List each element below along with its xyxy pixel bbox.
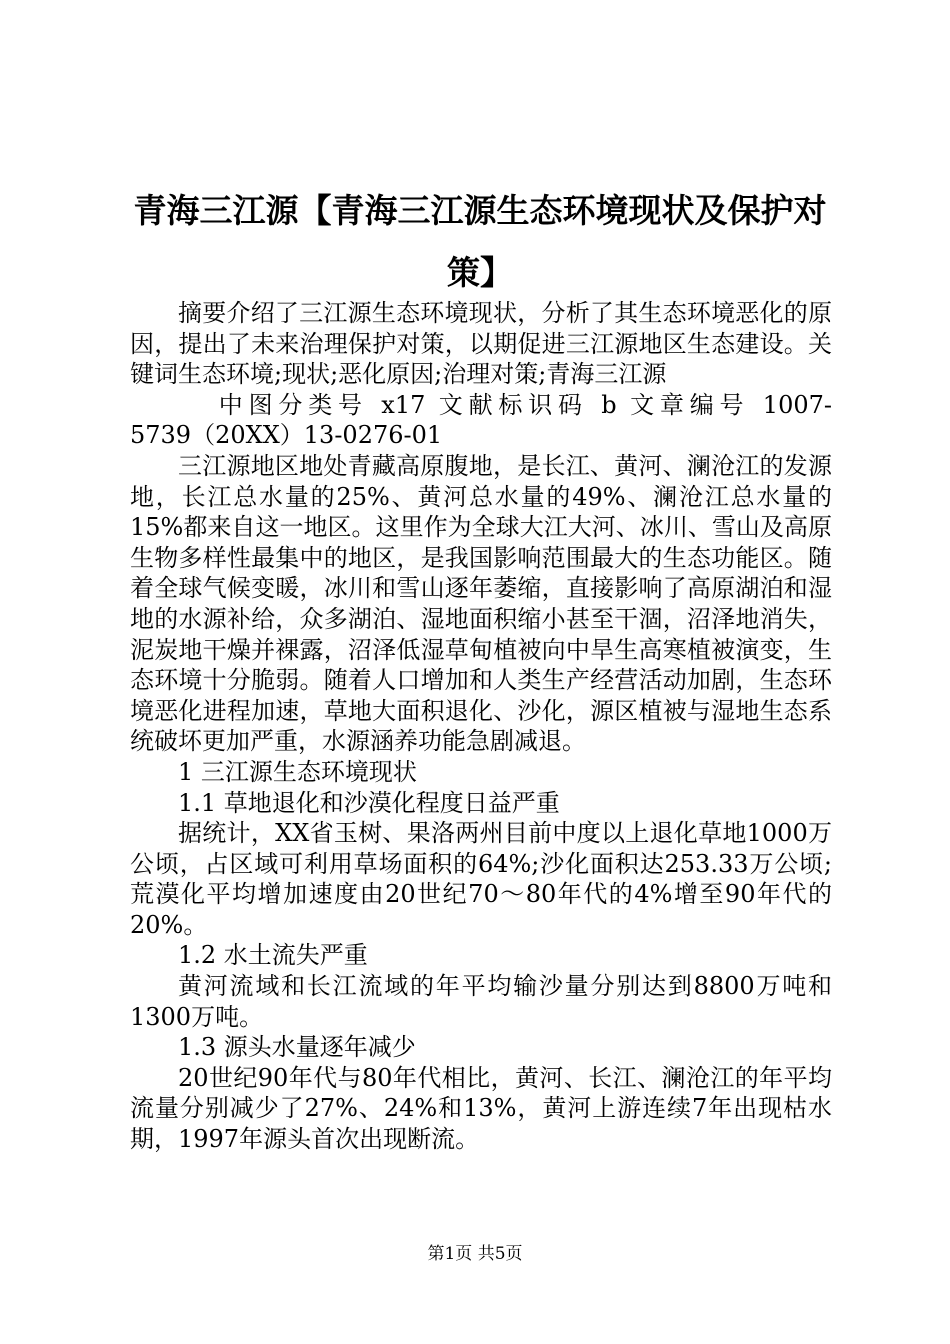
document-title: 青海三江源【青海三江源生态环境现状及保护对策】 [133,191,827,292]
section-heading-1-3: 1.3 源头水量逐年减少 [178,1033,416,1062]
section-1-2-paragraph: 黄河流域和长江流域的年平均输沙量分别达到8800万吨和1300万吨。 [130,972,832,1031]
document-body [130,298,832,1155]
classification-continuation: 5739（20XX）13-0276-01 [130,421,443,450]
section-heading-1: 1 三江源生态环境现状 [178,757,417,786]
section-1-1-paragraph: 据统计，XX省玉树、果洛两州目前中度以上退化草地1000万公顷，占区域可利用草场面积的64%;沙化面积达253.33万公顷;荒漠化平均增加速度由20世纪70～80年代的4%增至90年代的20%。 [130,819,832,939]
page-indicator: 第1页 共5页 [427,1244,523,1264]
section-1-3-paragraph: 20世纪90年代与80年代相比，黄河、长江、澜沧江的年平均流量分别减少了27%、24%和13%，黄河上游连续7年出现枯水期，1997年源头首次出现断流。 [130,1063,832,1154]
intro-paragraph: 三江源地区地处青藏高原腹地，是长江、黄河、澜沧江的发源地，长江总水量的25%、黄河总水量的49%、澜沧江总水量的15%都来自这一地区。这里作为全球大江大河、冰川、雪山及高原生物多样性最集中的地区，是我国影响范围最大的生态功能区。随着全球气候变暖，冰川和雪山逐年萎缩，直接影响了高原湖泊和湿地的水源补给，众多湖泊、湿地面积缩小甚至干涸，沼泽地消失，泥炭地干燥并裸露，沼泽低湿草甸植被向中旱生高寒植被演变，生态环境十分脆弱。随着人口增加和人类生产经营活动加剧，生态环境恶化进程加速，草地大面积退化、沙化，源区植被与湿地生态系统破坏更加严重，水源涵养功能急剧减退。 [130,451,832,756]
section-heading-1-1: 1.1 草地退化和沙漠化程度日益严重 [178,788,560,817]
abstract-paragraph: 摘要介绍了三江源生态环境现状，分析了其生态环境恶化的原因，提出了未来治理保护对策，以期促进三江源地区生态建设。关键词生态环境;现状;恶化原因;治理对策;青海三江源 [130,299,832,389]
page-footer [0,1243,950,1265]
classification-line: 中图分类号 x17 文献标识码 b 文章编号 1007- [218,390,832,419]
section-heading-1-2: 1.2 水土流失严重 [178,941,368,970]
